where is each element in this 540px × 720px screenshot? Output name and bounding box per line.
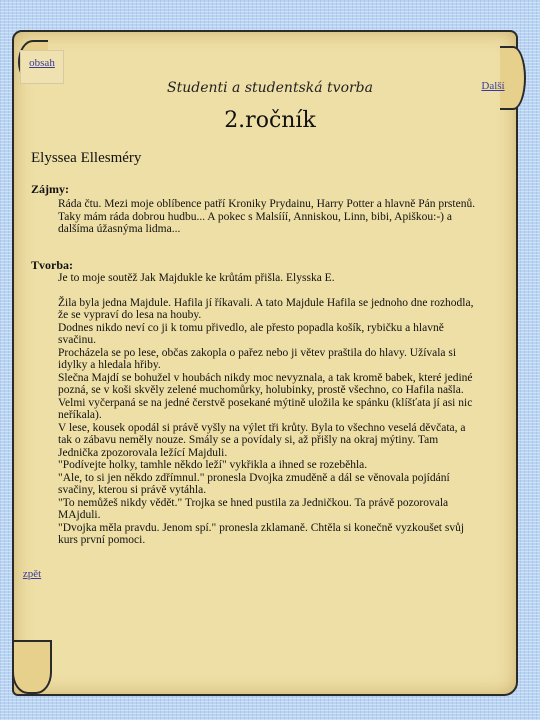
work-label: Tvorba: [31, 258, 73, 272]
nav-next-link[interactable]: Další [481, 80, 505, 92]
story-paragraph: Žila byla jedna Majdule. Hafila jí říkavali. A tato Majdule Hafila se jednoho dne rozhodla, že se vypraví do lesa na houby. [58, 296, 474, 321]
nav-obsah-link[interactable]: obsah [20, 50, 64, 84]
story-paragraph: "Dvojka měla pravdu. Jenom spí." pronesla zklamaně. Chtěla si konečně vyzkoušet svůj kurs první pomoci. [58, 521, 465, 546]
story-paragraph: "Ale, to si jen někdo zdřímnul." pronesla Dvojka zmuděně a dál se věnovala pojídání svačiny, kterou si právě vytáhla. [58, 471, 450, 496]
story-paragraph: "Podívejte holky, tamhle někdo leží" vykřikla a ihned se rozeběhla. [58, 459, 368, 471]
class-title: 2.ročník [224, 108, 316, 133]
work-intro: Je to moje soutěž Jak Majdukle ke krůtám přišla. Elysska E. [58, 272, 335, 284]
story-paragraph: Velmi vyčerpaná se na jedné čerstvě posekané mýtině uložila ke spánku (klíšťata jí asi nic neříkala). [58, 396, 473, 421]
interests-text [58, 198, 478, 236]
scroll-curl-bottom-left [12, 640, 52, 694]
story-paragraph: Procházela se po lese, občas zakopla o pařez nebo ji větev praštila do hlavy. Užívala si idylky a hledala hřiby. [58, 346, 457, 371]
interests-label: Zájmy: [31, 182, 69, 196]
work-text [58, 272, 478, 547]
site-title: Studenti a studentská tvorba [167, 80, 373, 96]
story-paragraph: V lese, kousek opodál si právě vyšly na výlet tři krůty. Byla to všechno veselá děvčata, a tak o zábavu neměly nouze. Smály se a povídaly si, až přišly na okraj mýtiny. Tam Jednička zpozorovala ležící Majduli. [58, 421, 466, 459]
story-paragraph: Slečna Majdí se bohužel v houbách nikdy moc nevyznala, a tak kromě babek, které jediné pozná, se v koši skvěly zelené muchomůrky, holubinky, prostě všechno, co Hafila našla. [58, 371, 473, 396]
nav-back-link[interactable]: zpět [22, 568, 42, 580]
interests-paragraph: Ráda čtu. Mezi moje oblíbence patří Kroniky Prydainu, Harry Potter a hlavně Pán prstenů. Taky mám ráda dobrou hudbu... A pokec s Malsííí, Anniskou, Linn, bibi, Apiškou:-) a dalšíma úžasnýma lidma... [58, 198, 476, 235]
story-paragraph: Dodnes nikdo neví co ji k tomu přivedlo, ale přesto popadla košík, rybičku a hlavně svačinu. [58, 321, 444, 346]
author-name: Elyssea Ellesméry [31, 150, 142, 166]
story-paragraph: "To nemůžeš nikdy vědět." Trojka se hned pustila za Jedničkou. Ta právě pozorovala MAjduli. [58, 496, 449, 521]
